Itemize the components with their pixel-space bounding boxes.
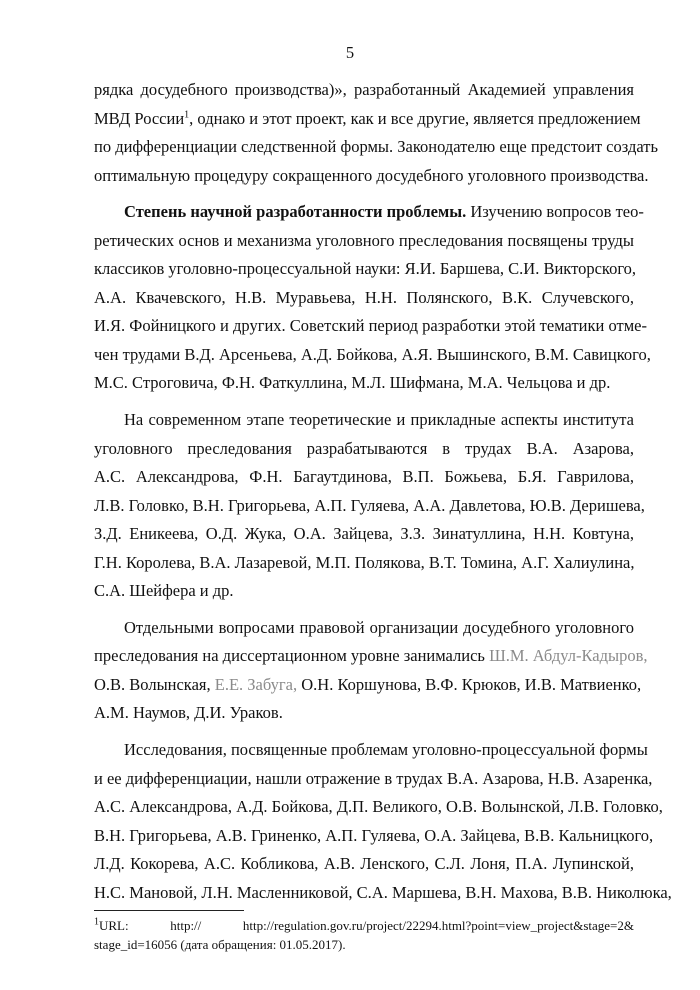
text-line xyxy=(94,642,648,671)
text-span: МВД России xyxy=(94,108,185,128)
text-line: Л.В. Головко, В.Н. Григорьева, А.П. Гуляева, А.А. Давлетова, Ю.В. Деришева, xyxy=(94,495,645,515)
footnote-line: stage_id=16056 (дата обращения: 01.05.2017). xyxy=(94,937,346,952)
body-text xyxy=(94,76,672,907)
text-line: Н.С. Мановой, Л.Н. Масленниковой, С.А. Маршева, В.Н. Махова, В.В. Николюка, xyxy=(94,882,672,902)
text-line: Л.Д. Кокорева, А.С. Кобликова, А.В. Ленского, С.Л. Лоня, П.А. Лупинской, xyxy=(94,854,634,874)
text-line: З.Д. Еникеева, О.Д. Жука, О.А. Зайцева, З.З. Зинатуллина, Н.Н. Ковтуна, xyxy=(94,524,634,544)
text-line: М.С. Строговича, Ф.Н. Фаткуллина, М.Л. Шифмана, М.А. Чельцова и др. xyxy=(94,373,611,393)
text-span: О.В. Волынская, xyxy=(94,674,215,694)
footnote xyxy=(94,916,634,954)
text-line: А.М. Наумов, Д.И. Ураков. xyxy=(94,703,283,723)
text-line xyxy=(94,198,644,227)
text-line: С.А. Шейфера и др. xyxy=(94,581,234,601)
text-line: уголовного преследования разрабатываются в трудах В.А. Азарова, xyxy=(94,438,634,458)
footnote-marker: 1 xyxy=(94,916,99,928)
text-line: Исследования, посвященные проблемам уголовно-процессуальной формы xyxy=(124,740,648,760)
highlighted-author: Ш.М. Абдул-Кадыров, xyxy=(489,646,648,666)
footnote-url-text: URL: http:// http://regulation.gov.ru/project/22294.html?point=view_project&stage=2& xyxy=(99,918,634,933)
section-heading: Степень научной разработанности проблемы. xyxy=(124,202,467,222)
footnote-reference: 1 xyxy=(184,109,190,121)
text-line: На современном этапе теоретические и прикладные аспекты института xyxy=(124,410,634,430)
text-line: В.Н. Григорьева, А.В. Гриненко, А.П. Гуляева, О.А. Зайцева, В.В. Кальницкого, xyxy=(94,825,654,845)
paragraph xyxy=(94,736,672,907)
paragraph xyxy=(94,76,658,190)
text-line: оптимальную процедуру сокращенного досудебного уголовного производства. xyxy=(94,165,649,185)
page-number: 5 xyxy=(345,43,355,62)
text-line: Отдельными вопросами правовой организации досудебного уголовного xyxy=(124,617,634,637)
text-span: Изучению вопросов тео- xyxy=(466,202,644,222)
text-line: рядка досудебного производства)», разработанный Академией управления xyxy=(94,80,634,99)
text-line: А.С. Александрова, А.Д. Бойкова, Д.П. Великого, О.В. Волынской, Л.В. Головко, xyxy=(94,797,663,817)
paragraph xyxy=(94,198,651,398)
paragraph xyxy=(94,406,645,606)
text-line: и ее дифференциации, нашли отражение в трудах В.А. Азарова, Н.В. Азаренка, xyxy=(94,768,653,788)
paragraph xyxy=(94,614,648,728)
text-span: преследования на диссертационном уровне занимались xyxy=(94,646,490,666)
text-span: О.Н. Коршунова, В.Ф. Крюков, И.В. Матвиенко, xyxy=(297,674,642,694)
text-line: ретических основ и механизма уголовного преследования посвящены труды xyxy=(94,230,634,250)
text-line: по дифференциации следственной формы. Законодателю еще предстоит создать xyxy=(94,137,658,157)
footnote-separator xyxy=(94,910,244,911)
text-span: , однако и этот проект, как и все другие, является предложением xyxy=(189,108,641,128)
highlighted-author: Е.Е. Забуга, xyxy=(214,674,298,694)
text-line: классиков уголовно-процессуальной науки: Я.И. Баршева, С.И. Викторского, xyxy=(94,259,637,279)
text-line: А.С. Александрова, Ф.Н. Багаутдинова, В.П. Божьева, Б.Я. Гаврилова, xyxy=(94,467,634,487)
text-line: А.А. Квачевского, Н.В. Муравьева, Н.Н. Полянского, В.К. Случевского, xyxy=(94,287,634,307)
footnote-line xyxy=(94,916,634,935)
text-line: И.Я. Фойницкого и других. Советский период разработки этой тематики отме- xyxy=(94,316,647,336)
text-line xyxy=(94,671,642,700)
text-line: чен трудами В.Д. Арсеньева, А.Д. Бойкова, А.Я. Вышинского, В.М. Савицкого, xyxy=(94,344,651,364)
text-line: Г.Н. Королева, В.А. Лазаревой, М.П. Полякова, В.Т. Томина, А.Г. Халиулина, xyxy=(94,552,635,572)
text-line xyxy=(94,105,641,134)
